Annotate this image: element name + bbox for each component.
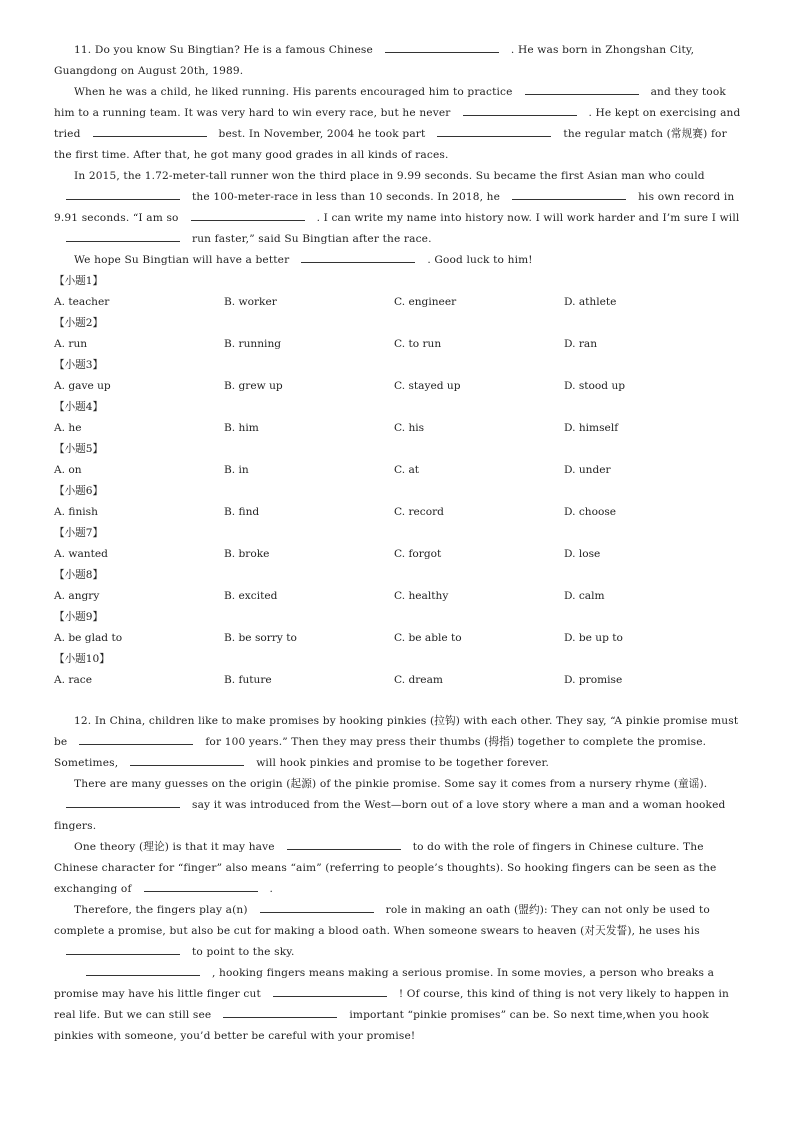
question-label: 【小题1】 — [54, 275, 104, 287]
question-label: 【小题2】 — [54, 317, 104, 329]
blank-7[interactable] — [512, 189, 626, 200]
option-row — [54, 586, 744, 607]
option-b[interactable]: B. grew up — [224, 380, 283, 392]
option-c[interactable]: C. record — [394, 506, 444, 518]
question-6 — [54, 481, 744, 523]
option-row — [54, 292, 744, 313]
option-c[interactable]: C. to run — [394, 338, 442, 350]
option-a[interactable]: A. he — [54, 422, 82, 434]
question-label: 【小题9】 — [54, 611, 104, 623]
blank-6[interactable] — [260, 902, 374, 913]
text: There are many guesses on the origin (起源) of the pinkie promise. Some say it comes from a nursery rhyme (童谣). — [74, 778, 708, 790]
text: When he was a child, he liked running. His parents encouraged him to practice — [74, 86, 513, 98]
option-c[interactable]: C. dream — [394, 674, 443, 686]
option-c[interactable]: C. his — [394, 422, 425, 434]
text: . He was born in Zhongshan City, Guangdong on August 20th, 1989. — [54, 44, 695, 77]
option-a[interactable]: A. be glad to — [54, 632, 123, 644]
text: the 100-meter-race in less than 10 seconds. In 2018, he — [192, 191, 501, 203]
option-row — [54, 460, 744, 481]
blank-5[interactable] — [144, 881, 258, 892]
option-c[interactable]: C. be able to — [394, 632, 462, 644]
option-a[interactable]: A. finish — [54, 506, 98, 518]
question-9 — [54, 607, 744, 649]
blank-6[interactable] — [66, 189, 180, 200]
option-a[interactable]: A. wanted — [54, 548, 108, 560]
option-a[interactable]: A. gave up — [54, 380, 111, 392]
blank-5[interactable] — [437, 126, 551, 137]
option-d[interactable]: D. promise — [564, 674, 623, 686]
text: best. In November, 2004 he took part — [218, 128, 426, 140]
question-label: 【小题4】 — [54, 401, 104, 413]
text: important “pinkie promises” can be. So next time,when you hook pinkies with someone, you’d better be careful with your promise! — [54, 1009, 709, 1042]
blank-10[interactable] — [223, 1007, 337, 1018]
passage-12-para-1 — [54, 711, 744, 774]
question-8 — [54, 565, 744, 607]
option-c[interactable]: C. at — [394, 464, 420, 476]
question-label: 【小题10】 — [54, 653, 110, 665]
blank-4[interactable] — [93, 126, 207, 137]
text: ! Of course, this kind of thing is not very likely to happen in real life. But we can still see — [54, 988, 729, 1021]
passage-11-para-3 — [54, 166, 744, 250]
option-d[interactable]: D. under — [564, 464, 611, 476]
passage-12-para-3 — [54, 837, 744, 900]
option-d[interactable]: D. calm — [564, 590, 605, 602]
question-10 — [54, 649, 744, 691]
question-3 — [54, 355, 744, 397]
blank-9[interactable] — [273, 986, 387, 997]
option-d[interactable]: D. be up to — [564, 632, 623, 644]
blank-2[interactable] — [525, 84, 639, 95]
option-row — [54, 670, 744, 691]
text: the regular match (常规赛) for the first time. After that, he got many good grades in all kinds of races. — [54, 128, 727, 161]
blank-3[interactable] — [463, 105, 577, 116]
worksheet-page — [54, 40, 744, 1047]
option-row — [54, 502, 744, 523]
text: to point to the sky. — [192, 946, 295, 958]
text: to do with the role of fingers in Chinese culture. The Chinese character for “finger” also means “aim” (referring to people’s thoughts). So hooking fingers can be seen as the exchanging of — [54, 841, 717, 895]
option-c[interactable]: C. engineer — [394, 296, 457, 308]
option-row — [54, 418, 744, 439]
option-d[interactable]: D. choose — [564, 506, 617, 518]
option-b[interactable]: B. be sorry to — [224, 632, 297, 644]
option-d[interactable]: D. athlete — [564, 296, 617, 308]
option-row — [54, 628, 744, 649]
passage-11 — [54, 40, 744, 271]
question-label: 【小题5】 — [54, 443, 104, 455]
blank-7[interactable] — [66, 944, 180, 955]
option-row — [54, 376, 744, 397]
question-label: 【小题7】 — [54, 527, 104, 539]
question-label: 【小题8】 — [54, 569, 104, 581]
blank-8[interactable] — [86, 965, 200, 976]
option-a[interactable]: A. angry — [54, 590, 100, 602]
text: run faster,” said Su Bingtian after the race. — [192, 233, 432, 245]
text: One theory (理论) is that it may have — [74, 841, 275, 853]
question-2 — [54, 313, 744, 355]
question-1 — [54, 271, 744, 313]
section-gap — [54, 691, 744, 711]
text: for 100 years.” Then they may press their thumbs (拇指) together to complete the promise. Sometimes, — [54, 736, 707, 769]
passage-11-para-1 — [54, 40, 744, 82]
option-c[interactable]: C. forgot — [394, 548, 442, 560]
text: . Good luck to him! — [427, 254, 533, 266]
question-5 — [54, 439, 744, 481]
text: . I can write my name into history now. I will work harder and I’m sure I will — [316, 212, 740, 224]
blank-1[interactable] — [79, 734, 193, 745]
blank-3[interactable] — [66, 797, 180, 808]
text: will hook pinkies and promise to be together forever. — [256, 757, 550, 769]
text: and they took him to a running team. It was very hard to win every race, but he never — [54, 86, 726, 119]
question-label: 【小题3】 — [54, 359, 104, 371]
option-a[interactable]: A. teacher — [54, 296, 110, 308]
option-d[interactable]: D. himself — [564, 422, 619, 434]
option-row — [54, 544, 744, 565]
option-b[interactable]: B. in — [224, 464, 249, 476]
text: . He kept on exercising and tried — [54, 107, 741, 140]
text: Therefore, the fingers play a(n) — [74, 904, 248, 916]
option-a[interactable]: A. run — [54, 338, 88, 350]
text: his own record in 9.91 seconds. “I am so — [54, 191, 735, 224]
passage-12-para-4 — [54, 900, 744, 963]
option-b[interactable]: B. find — [224, 506, 260, 518]
option-d[interactable]: D. lose — [564, 548, 601, 560]
option-c[interactable]: C. stayed up — [394, 380, 461, 392]
blank-1[interactable] — [385, 42, 499, 53]
question-label: 【小题6】 — [54, 485, 104, 497]
passage-12-para-2 — [54, 774, 744, 837]
text: In 2015, the 1.72-meter-tall runner won the third place in 9.99 seconds. Su became the first Asian man who could — [74, 170, 705, 182]
passage-12-para-5 — [54, 963, 744, 1047]
option-d[interactable]: D. ran — [564, 338, 598, 350]
blank-8[interactable] — [191, 210, 305, 221]
option-b[interactable]: B. running — [224, 338, 282, 350]
option-row — [54, 334, 744, 355]
text: 12. In China, children like to make promises by hooking pinkies (拉钩) with each other. They say, “A pinkie promise must be — [54, 715, 739, 748]
option-b[interactable]: B. worker — [224, 296, 277, 308]
text: . — [269, 883, 274, 895]
blank-10[interactable] — [301, 252, 415, 263]
text: role in making an oath (盟约): They can not only be used to complete a promise, but also be cut for making a blood oath. When someone swears to heaven (对天发誓), he uses his — [54, 904, 710, 937]
option-b[interactable]: B. future — [224, 674, 272, 686]
option-c[interactable]: C. healthy — [394, 590, 449, 602]
option-b[interactable]: B. him — [224, 422, 259, 434]
passage-12 — [54, 711, 744, 1047]
option-b[interactable]: B. broke — [224, 548, 270, 560]
question-list — [54, 271, 744, 691]
blank-2[interactable] — [130, 755, 244, 766]
blank-9[interactable] — [66, 231, 180, 242]
question-4 — [54, 397, 744, 439]
passage-11-para-4 — [54, 250, 744, 271]
question-7 — [54, 523, 744, 565]
text: say it was introduced from the West—born out of a love story where a man and a woman hooked fingers. — [54, 799, 726, 832]
blank-4[interactable] — [287, 839, 401, 850]
option-d[interactable]: D. stood up — [564, 380, 626, 392]
text: , hooking fingers means making a serious promise. In some movies, a person who breaks a promise may have his little finger cut — [54, 967, 715, 1000]
passage-11-para-2 — [54, 82, 744, 166]
option-a[interactable]: A. on — [54, 464, 82, 476]
text: We hope Su Bingtian will have a better — [74, 254, 290, 266]
option-b[interactable]: B. excited — [224, 590, 278, 602]
option-a[interactable]: A. race — [54, 674, 92, 686]
text: 11. Do you know Su Bingtian? He is a famous Chinese — [74, 44, 373, 56]
